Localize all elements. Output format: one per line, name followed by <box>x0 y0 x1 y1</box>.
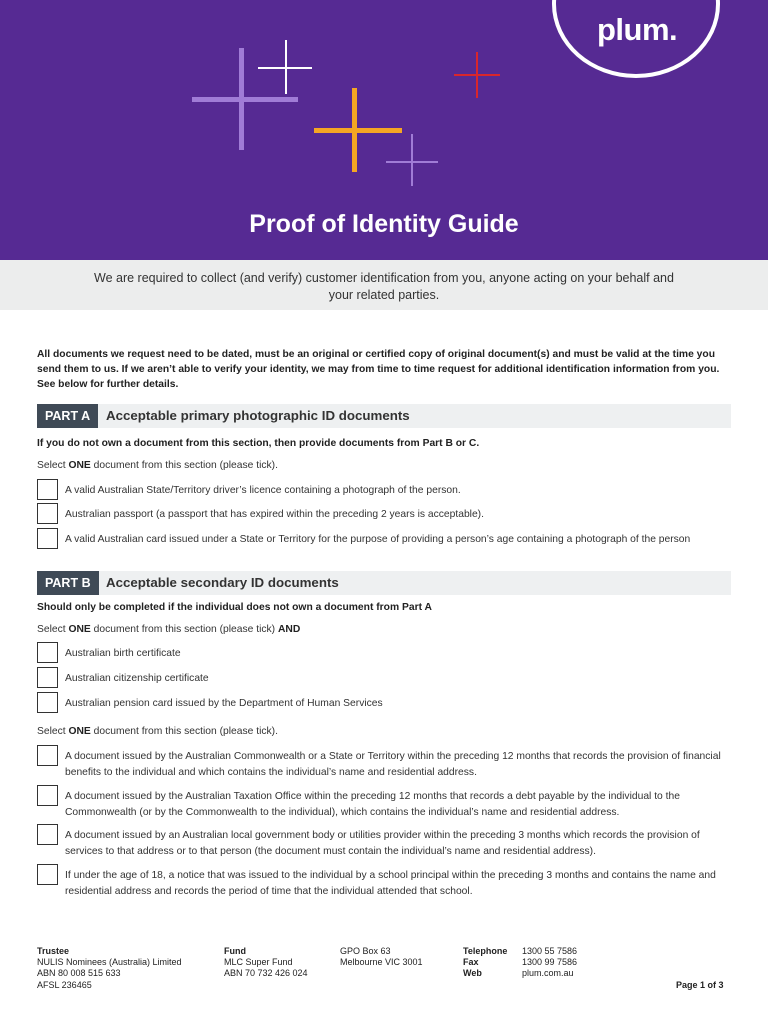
web-link[interactable]: plum.com.au <box>522 968 574 979</box>
footer-contact-values <box>522 946 577 980</box>
plum-logo: plum. <box>597 12 678 47</box>
part-b-title: Acceptable secondary ID documents <box>106 575 339 590</box>
part-a-header <box>37 404 731 428</box>
footer-address: GPO Box 63 Melbourne VIC 3001 <box>340 946 423 968</box>
checkbox[interactable] <box>37 667 58 688</box>
checkbox[interactable] <box>37 745 58 766</box>
part-b-instruction-1: Select ONE document from this section (please tick) AND <box>37 624 301 635</box>
footer-trustee: Trustee NULIS Nominees (Australia) Limited ABN 80 008 515 633 AFSL 236465 <box>37 946 182 990</box>
part-b-note: Should only be completed if the individual does not own a document from Part A <box>37 602 432 613</box>
part-a-tag: PART A <box>37 404 98 428</box>
telephone-number: 1300 55 7586 <box>522 946 578 956</box>
part-b-instruction-2: Select ONE document from this section (please tick). <box>37 726 278 737</box>
checkbox[interactable] <box>37 479 58 500</box>
decorative-cross-white-small <box>258 40 312 94</box>
checkbox[interactable] <box>37 642 58 663</box>
part-b-tag: PART B <box>37 571 99 595</box>
page-title: Proof of Identity Guide <box>249 210 519 238</box>
intro-text: We are required to collect (and verify) customer identification from you, anyone acting on your behalf and your related parties. <box>94 271 674 302</box>
checkbox[interactable] <box>37 503 58 524</box>
footer-fund: Fund MLC Super Fund ABN 70 732 426 024 <box>224 946 308 979</box>
checkbox[interactable] <box>37 528 58 549</box>
fax-number: 1300 99 7586 <box>522 957 578 968</box>
checkbox[interactable] <box>37 824 58 845</box>
decorative-cross-lilac-small <box>386 134 438 186</box>
checkbox[interactable] <box>37 864 58 885</box>
part-a-instruction: Select ONE document from this section (please tick). <box>37 460 278 471</box>
part-a-note: If you do not own a document from this section, then provide documents from Part B or C. <box>37 438 480 449</box>
part-a-title: Acceptable primary photographic ID documents <box>106 408 410 423</box>
page-number: Page 1 of 3 <box>676 980 724 990</box>
decorative-cross-red <box>454 52 500 98</box>
requirements-notice: All documents we request need to be dated, must be an original or certified copy of original document(s) and must be valid at the time you send them to us. If we aren’t able to verify your identity, we may from time to time request for additional identification information from you. See below for further details. <box>37 349 720 390</box>
footer-contact-labels: Telephone Fax Web <box>463 946 508 979</box>
checkbox[interactable] <box>37 785 58 806</box>
checkbox[interactable] <box>37 692 58 713</box>
hero-banner <box>0 0 768 260</box>
part-b-header <box>37 571 731 595</box>
